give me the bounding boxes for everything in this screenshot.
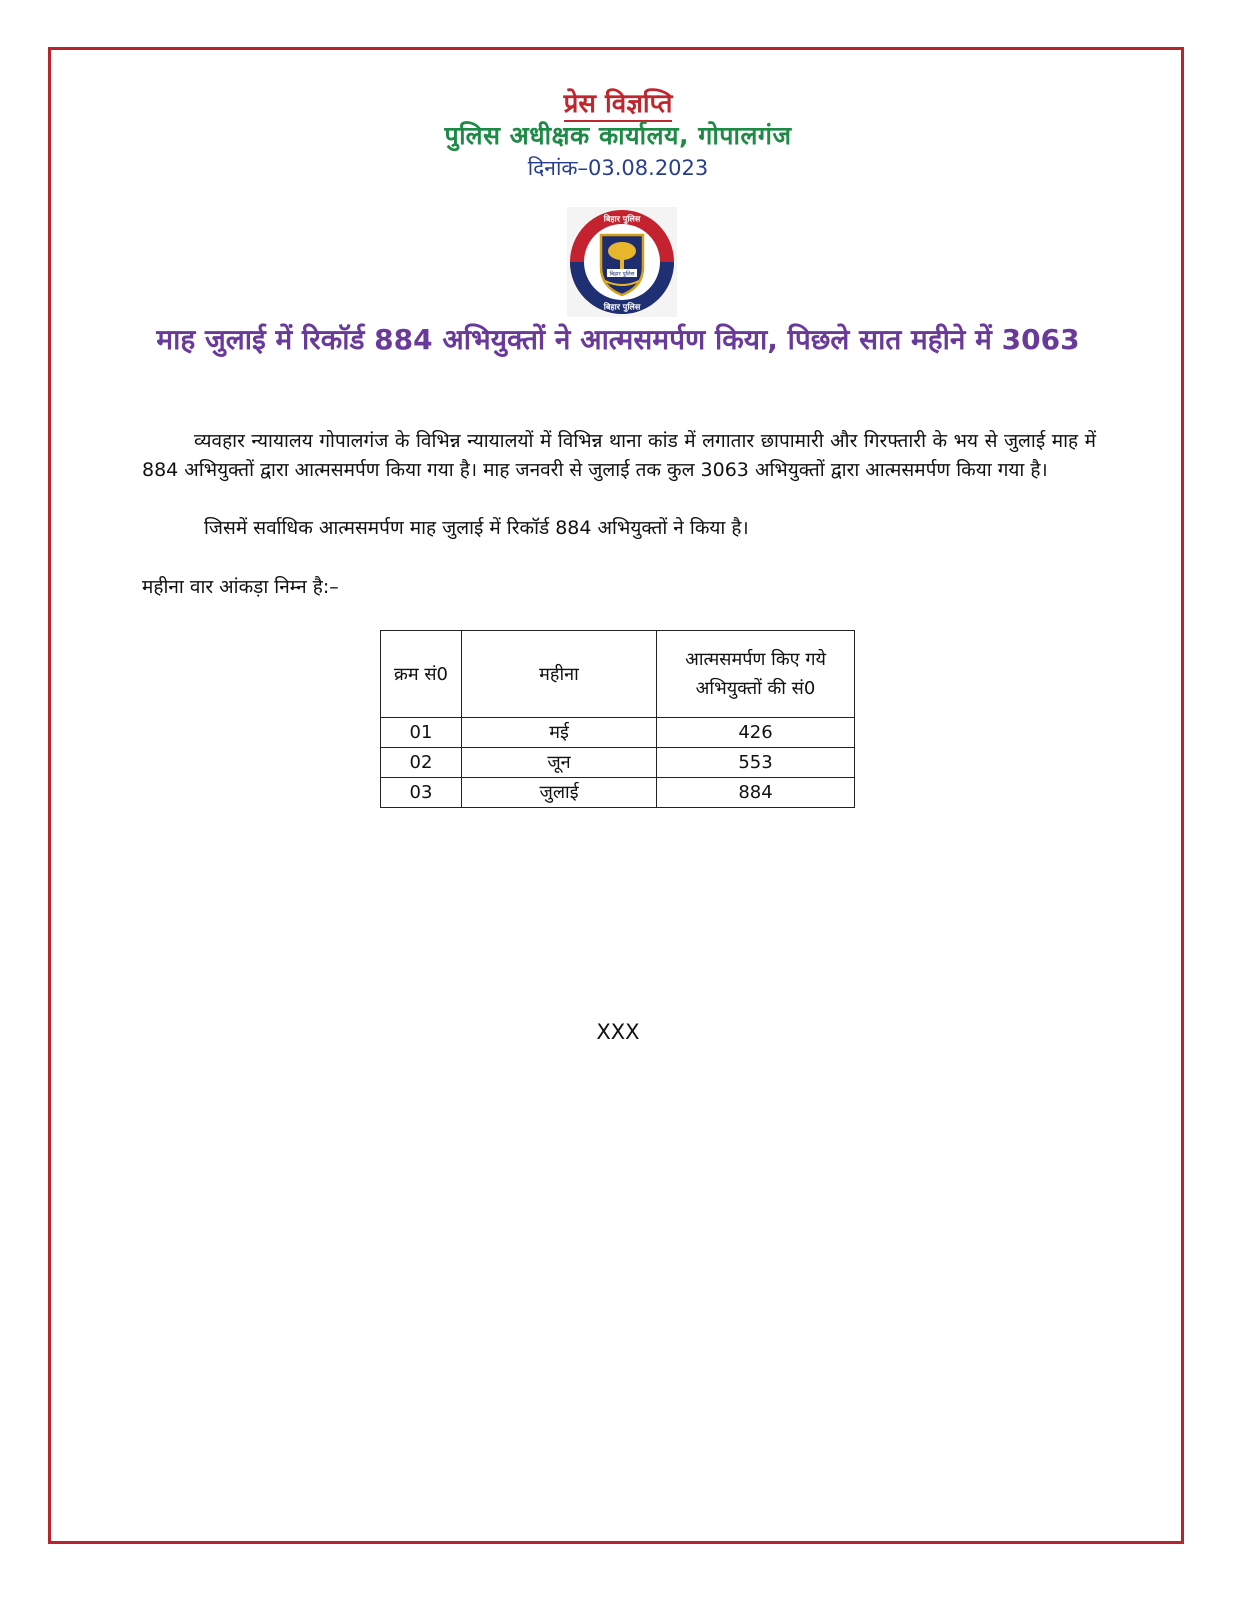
logo-top-text: बिहार पुलिस — [603, 214, 641, 224]
bihar-police-logo — [567, 207, 677, 317]
press-release-label: प्रेस विज्ञप्ति — [564, 89, 673, 122]
cell-count: 553 — [657, 748, 855, 778]
office-name: पुलिस अधीक्षक कार्यालय, गोपालगंज — [444, 121, 792, 150]
header-surrender-count: आत्मसमर्पण किए गये अभियुक्तों की सं0 — [657, 631, 855, 718]
cell-month: जुलाई — [462, 778, 657, 808]
cell-count: 426 — [657, 718, 855, 748]
bihar-police-emblem-icon — [567, 207, 677, 317]
table-row — [381, 748, 855, 778]
release-date: दिनांक–03.08.2023 — [527, 156, 709, 180]
press-release-title — [0, 84, 1236, 120]
headline: माह जुलाई में रिकॉर्ड 884 अभियुक्तों ने आत्मसमर्पण किया, पिछले सात महीने में 3063 — [156, 323, 1080, 356]
end-marker: XXX — [596, 1020, 640, 1044]
table-row — [381, 778, 855, 808]
cell-serial: 02 — [381, 748, 462, 778]
paragraph-highlight: जिसमें सर्वाधिक आत्मसमर्पण माह जुलाई में रिकॉर्ड 884 अभियुक्तों ने किया है। — [204, 517, 749, 539]
cell-month: जून — [462, 748, 657, 778]
cell-serial: 01 — [381, 718, 462, 748]
logo-shield-text: बिहार पुलिस — [609, 271, 635, 278]
table-header-row — [381, 631, 855, 718]
surrender-table — [380, 630, 855, 808]
cell-serial: 03 — [381, 778, 462, 808]
table-row — [381, 718, 855, 748]
paragraph-table-intro: महीना वार आंकड़ा निम्न है:– — [142, 576, 339, 598]
cell-month: मई — [462, 718, 657, 748]
header-serial-number: क्रम सं0 — [381, 631, 462, 718]
header-month: महीना — [462, 631, 657, 718]
paragraph-main: व्यवहार न्यायालय गोपालगंज के विभिन्न न्यायालयों में विभिन्न थाना कांड में लगातार छापामारी और गिरफ्तारी के भय से जुलाई माह में 884 अभियुक्तों द्वारा आत्मसमर्पण किया गया है। माह जनवरी से जुलाई तक कुल 3063 अभियुक्तों द्वारा आत्मसमर्पण किया गया है। — [142, 430, 1096, 481]
cell-count: 884 — [657, 778, 855, 808]
logo-bottom-text: बिहार पुलिस — [603, 302, 641, 312]
